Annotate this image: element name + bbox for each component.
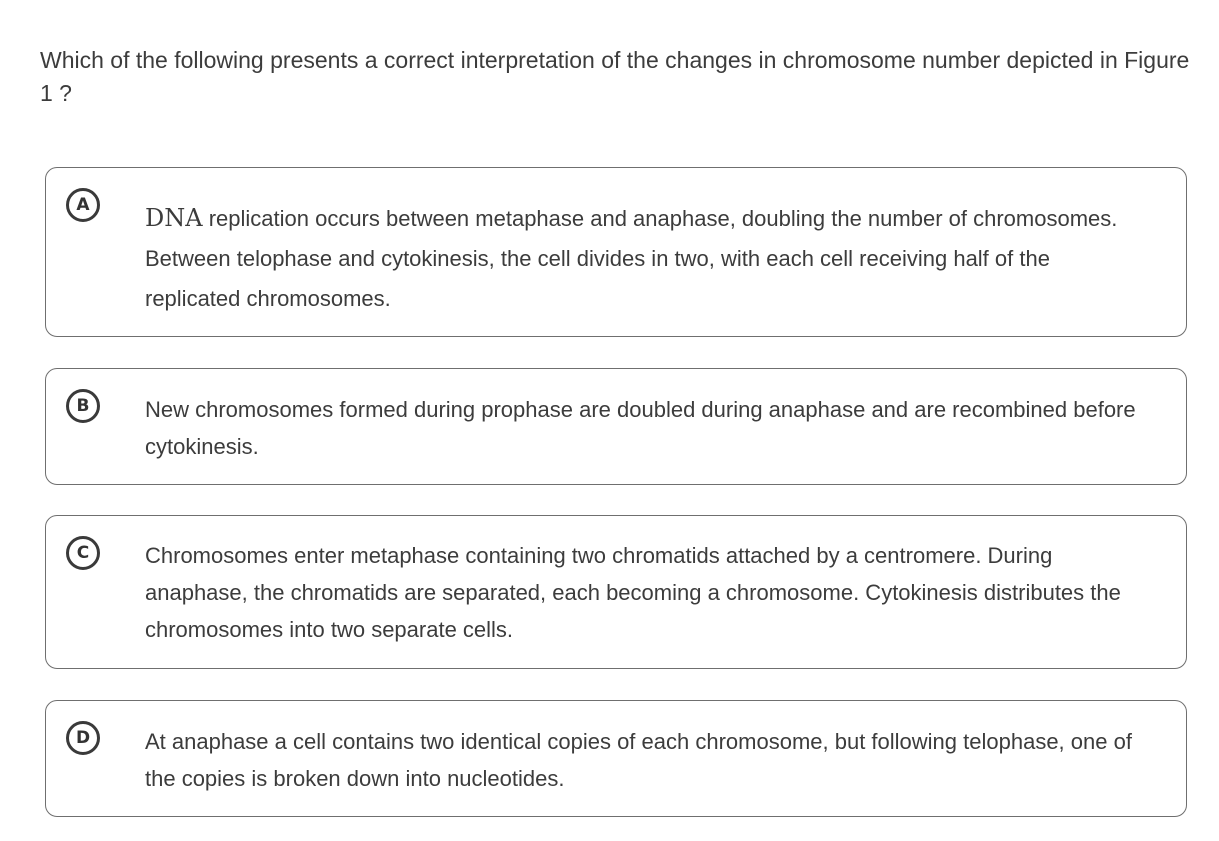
choice-letter-c: C xyxy=(66,536,100,570)
choice-a-text-rest: replication occurs between metaphase and anaphase, doubling the number of chromosomes. Between telophase and cytokinesis, the cell divides in two, with each cell receiving half of the replicated chromosomes. xyxy=(145,206,1118,311)
choice-text-d: At anaphase a cell contains two identical copies of each chromosome, but following telophase, one of the copies is broken down into nucleotides. xyxy=(145,729,1132,791)
choice-text-a xyxy=(145,198,1146,319)
answer-choice-c[interactable] xyxy=(45,515,1187,669)
choice-letter-b: B xyxy=(66,389,100,423)
answer-choice-b[interactable] xyxy=(45,368,1187,485)
answer-choice-d[interactable] xyxy=(45,700,1187,817)
choice-text-b: New chromosomes formed during prophase are doubled during anaphase and are recombined before cytokinesis. xyxy=(145,397,1136,459)
choice-a-dna-term: DNA xyxy=(145,204,203,232)
choice-letter-d: D xyxy=(66,721,100,755)
choice-text-c: Chromosomes enter metaphase containing two chromatids attached by a centromere. During anaphase, the chromatids are separated, each becoming a chromosome. Cytokinesis distributes the chromosomes into two separate cells. xyxy=(145,543,1121,642)
choice-letter-a: A xyxy=(66,188,100,222)
answer-choice-a[interactable] xyxy=(45,167,1187,337)
question-text: Which of the following presents a correct interpretation of the changes in chromosome number depicted in Figure 1 ? xyxy=(40,47,1190,106)
